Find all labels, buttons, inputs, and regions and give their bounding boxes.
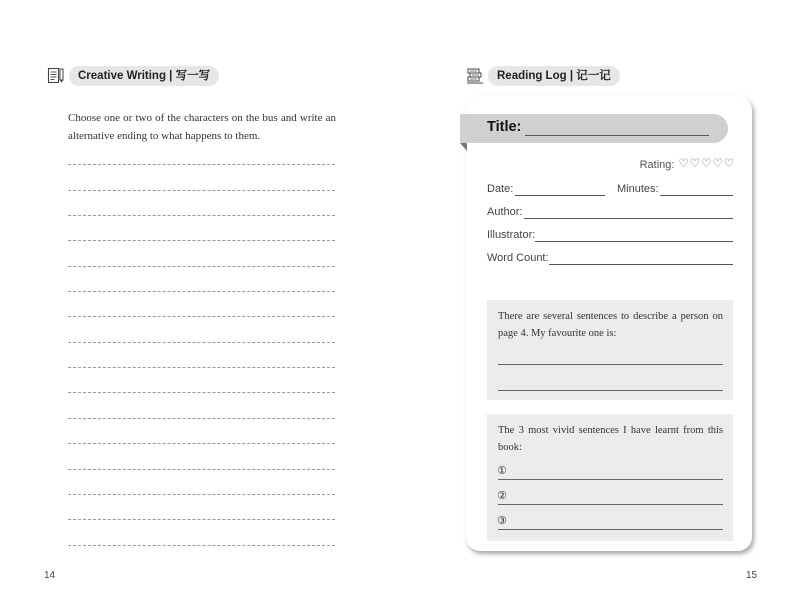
title-input-line[interactable]	[525, 135, 709, 136]
page-number-left: 14	[44, 570, 56, 581]
minutes-label: Minutes:	[617, 183, 659, 195]
rating-row	[640, 159, 734, 171]
illustrator-label: Illustrator:	[487, 229, 536, 241]
creative-writing-header	[46, 66, 219, 86]
writing-line[interactable]	[68, 164, 335, 165]
writing-line[interactable]	[68, 190, 335, 191]
writing-line[interactable]	[68, 291, 335, 292]
writing-line[interactable]	[68, 266, 335, 267]
favourite-sentence-prompt: There are several sentences to describe a person on page 4. My favourite one is:	[498, 311, 723, 339]
word-count-input-line[interactable]	[549, 264, 733, 265]
title-label: Title:	[487, 119, 522, 135]
book-stack-icon	[465, 66, 485, 86]
writing-line[interactable]	[68, 494, 335, 495]
answer-line[interactable]	[498, 529, 723, 530]
answer-line[interactable]	[498, 390, 723, 391]
writing-line[interactable]	[68, 367, 335, 368]
vivid-sentences-prompt: The 3 most vivid sentences I have learnt from this book:	[498, 425, 723, 453]
favourite-sentence-box	[487, 300, 733, 400]
author-label: Author:	[487, 206, 523, 218]
answer-line[interactable]	[498, 479, 723, 480]
heart-icon[interactable]: ♡	[689, 158, 701, 171]
minutes-input-line[interactable]	[660, 195, 733, 196]
marker-3: ③	[497, 515, 507, 527]
writing-line[interactable]	[68, 545, 335, 546]
rating-label: Rating:	[639, 159, 675, 171]
answer-line[interactable]	[498, 364, 723, 365]
reading-log-header	[465, 66, 620, 86]
illustrator-input-line[interactable]	[535, 241, 733, 242]
page-number-right: 15	[746, 570, 758, 581]
writing-line[interactable]	[68, 469, 335, 470]
title-bar-fold	[460, 143, 467, 151]
heart-icon[interactable]: ♡	[712, 158, 723, 171]
author-input-line[interactable]	[524, 218, 733, 219]
writing-line[interactable]	[68, 519, 335, 520]
vivid-sentences-box	[487, 414, 733, 541]
marker-2: ②	[497, 490, 507, 502]
date-label: Date:	[487, 183, 514, 195]
heart-icon[interactable]: ♡	[723, 158, 734, 171]
writing-line[interactable]	[68, 316, 335, 317]
creative-writing-label: Creative Writing | 写一写	[69, 66, 219, 86]
writing-prompt: Choose one or two of the characters on the bus and write an alternative ending to what happens to them.	[68, 112, 336, 142]
reading-log-label: Reading Log | 记一记	[488, 66, 620, 86]
writing-line[interactable]	[68, 240, 335, 241]
writing-line[interactable]	[68, 418, 335, 419]
writing-line[interactable]	[68, 215, 335, 216]
writing-line[interactable]	[68, 392, 335, 393]
writing-line[interactable]	[68, 342, 335, 343]
answer-line[interactable]	[498, 504, 723, 505]
writing-line[interactable]	[68, 443, 335, 444]
marker-1: ①	[497, 465, 507, 477]
rating-hearts	[677, 159, 734, 171]
notebook-pencil-icon	[46, 66, 66, 86]
heart-icon[interactable]: ♡	[701, 158, 712, 171]
word-count-label: Word Count:	[487, 252, 549, 264]
date-input-line[interactable]	[515, 195, 605, 196]
heart-icon[interactable]: ♡	[678, 158, 689, 171]
